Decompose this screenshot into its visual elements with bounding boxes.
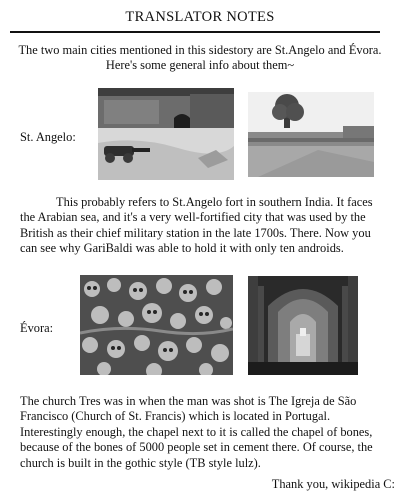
- title-divider: [10, 31, 380, 33]
- st-angelo-label: St. Angelo:: [20, 130, 76, 144]
- intro-text: The two main cities mentioned in this sidestory are St.Angelo and Évora. Here's some general info about them~: [18, 43, 382, 73]
- church-interior-photo: [248, 276, 358, 375]
- chapel-of-bones-photo: [80, 275, 233, 375]
- page-title: TRANSLATOR NOTES: [125, 9, 275, 25]
- st-angelo-paragraph: This probably refers to St.Angelo fort in southern India. It faces the Arabian sea, and it's a very well-fortified city that was used by the British as their chief military station in the late 1700s. There. Now you can see why GariBaldi was able to hold it with only ten androids.: [20, 195, 373, 256]
- evora-label: Évora:: [20, 321, 54, 335]
- fort-walls-photo: [248, 92, 374, 177]
- evora-paragraph: The church Tres was in when the man was shot is The Igreja de São Francisco (Church of St. Francis) which is located in Portugal. Interestingly enough, the chapel next to it is called the chapel of bones, because of the bones of 5000 people set in cement there. Of course, the church is built in the gothic style (TB style lulz).: [20, 394, 373, 470]
- thanks-note: Thank you, wikipedia C:: [271, 477, 395, 491]
- fort-cannon-photo: [98, 88, 234, 180]
